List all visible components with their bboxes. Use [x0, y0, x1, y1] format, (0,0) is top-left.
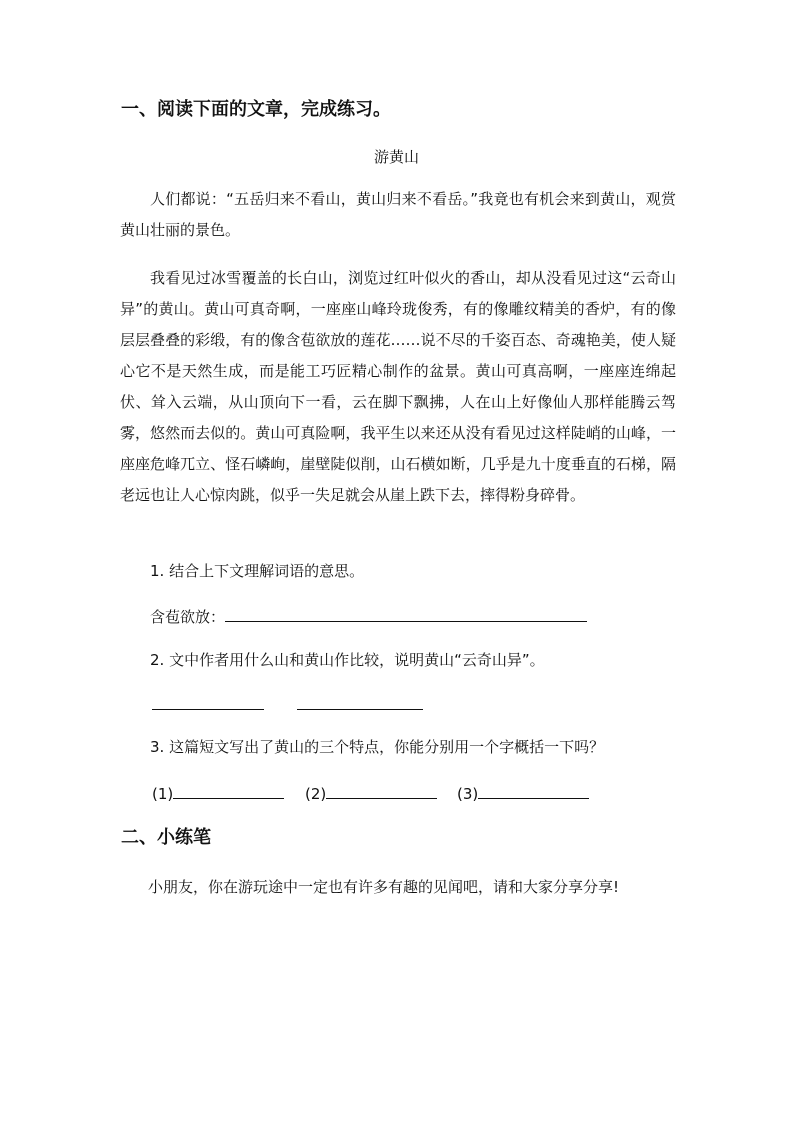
question-1-answer-blank[interactable] — [225, 605, 587, 622]
section-1-heading: 一、阅读下面的文章，完成练习。 — [121, 99, 391, 120]
question-3-blank-1[interactable] — [173, 782, 284, 799]
section-2-heading: 二、小练笔 — [121, 827, 211, 848]
question-3-answer-2 — [305, 782, 437, 804]
question-3-label-2: (2) — [305, 785, 327, 803]
question-3-blank-2[interactable] — [326, 782, 437, 799]
question-3-blank-3[interactable] — [478, 782, 589, 799]
article-paragraph-1 — [120, 184, 676, 246]
article-title: 游黄山 — [373, 148, 419, 166]
article-paragraph-2 — [120, 263, 676, 511]
paragraph-1-text: 人们都说：“五岳归来不看山，黄山归来不看岳。”我竟也有机会来到黄山，观赏黄山壮丽的景色。 — [120, 190, 676, 239]
question-2-answer-blank-1[interactable] — [152, 709, 264, 710]
question-1-answer-row — [150, 605, 587, 627]
paragraph-2-text: 我看见过冰雪覆盖的长白山，浏览过红叶似火的香山，却从没看见过这“云奇山异”的黄山。黄山可真奇啊，一座座山峰玲珑俊秀，有的像雕纹精美的香炉，有的像层层叠叠的彩缎，有的像含苞欲放的莲花……说不尽的千姿百态、奇魂艳美，使人疑心它不是天然生成，而是能工巧匠精心制作的盆景。黄山可真高啊，一座座连绵起伏、耸入云端，从山顶向下一看，云在脚下飘拂，人在山上好像仙人那样能腾云驾雾，悠然而去似的。黄山可真险啊，我平生以来还从没有看见过这样陡峭的山峰，一座座危峰兀立、怪石嶙峋，崖壁陡似削，山石横如断，几乎是九十度垂直的石梯，隔老远也让人心惊肉跳，似乎一失足就会从崖上跌下去，摔得粉身碎骨。 — [120, 269, 676, 504]
question-3-label-3: (3) — [457, 785, 479, 803]
question-1: 1. 结合上下文理解词语的意思。 — [150, 562, 365, 580]
section-2-prompt: 小朋友，你在游玩途中一定也有许多有趣的见闻吧，请和大家分享分享! — [148, 878, 620, 896]
question-3-label-1: (1) — [152, 785, 174, 803]
question-3-answer-3 — [457, 782, 589, 804]
question-3: 3. 这篇短文写出了黄山的三个特点，你能分别用一个字概括一下吗？ — [150, 738, 605, 756]
question-2: 2. 文中作者用什么山和黄山作比较，说明黄山“云奇山异”。 — [150, 651, 545, 669]
question-3-answer-1 — [152, 782, 284, 804]
question-1-term: 含苞欲放： — [150, 608, 226, 626]
question-2-answer-blank-2[interactable] — [297, 709, 423, 710]
